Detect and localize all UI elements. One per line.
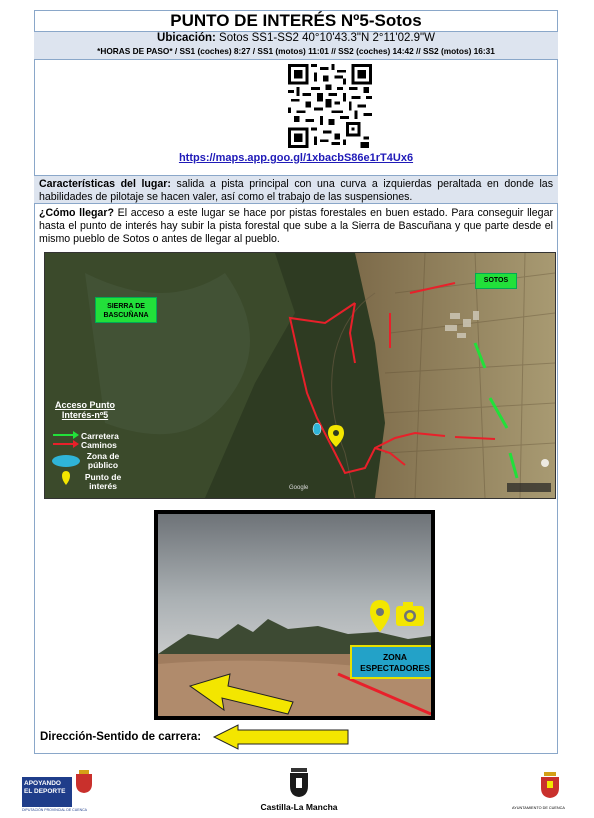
pass-times: *HORAS DE PASO* / SS1 (coches) 8:27 / SS1 (motos) 11:01 // SS2 (coches) 14:42 // SS2 (motos) 16:31: [97, 46, 495, 56]
spectator-zone-icon: [52, 455, 80, 467]
photo-image: [158, 514, 431, 716]
direction-label: Dirección-Sentido de carrera:: [40, 731, 202, 743]
legend-symbols: [51, 430, 81, 490]
how-to-get-paragraph: [34, 205, 558, 248]
page-title: PUNTO DE INTERÉS Nº5-Sotos: [34, 10, 558, 32]
arrow-left-icon: [212, 724, 352, 750]
legend-road: Carretera: [81, 431, 119, 441]
cuenca-label: AYUNTAMIENTO DE CUENCA: [512, 806, 565, 810]
characteristics-row: [34, 176, 558, 204]
how-to-get-text: El acceso a este lugar se hace por pistas forestales en buen estado. Para conseguir llegar hasta el punto de interés hay subir la pista forestal que sube a la Sierra de Bascuñana y que parte desde el mismo pueblo de Sotos o antes de llegar al pueblo.: [39, 207, 553, 245]
google-attribution: Google: [289, 485, 309, 491]
legend-poi: Punto de interés: [84, 472, 122, 491]
spectator-zone-label: ZONA ESPECTADORES: [350, 645, 435, 679]
label-sierra: SIERRA DE BASCUÑANA: [95, 297, 157, 323]
qr-row: [34, 60, 558, 176]
how-to-get-label: ¿Cómo llegar?: [39, 207, 114, 219]
location-line: [34, 32, 558, 45]
diputacion-logo: [22, 777, 72, 807]
arrow-right-icon: [53, 431, 79, 439]
legend-title: Acceso Punto Interés-nº5: [54, 400, 115, 420]
legend-paths: Caminos: [81, 440, 117, 450]
castilla-shield-icon: [288, 768, 310, 798]
location-value: Sotos SS1-SS2 40°10'43.3"N 2°11'02.9"W: [215, 32, 435, 44]
satellite-map: [44, 252, 556, 499]
maps-link[interactable]: https://maps.app.goo.gl/1xbacbS86e1rT4Ux6: [178, 152, 414, 164]
qr-code[interactable]: [288, 64, 372, 148]
legend-zone: Zona de público: [86, 451, 120, 470]
cuenca-shield-icon: [540, 772, 560, 798]
label-sotos: SOTOS: [475, 273, 517, 289]
location-row: [34, 32, 558, 60]
coat-of-arms-icon: [75, 770, 93, 794]
characteristics-text: salida a pista principal con una curva a izquierdas peraltada en donde las habilidades de pilotaje se hacen valer, así como el trabajo de las suspensiones.: [39, 178, 553, 203]
diputacion-label: DIPUTACIÓN PROVINCIAL DE CUENCA: [22, 808, 87, 812]
footer: [0, 760, 594, 818]
characteristics-label: Características del lugar:: [39, 178, 171, 190]
arrow-right-icon: [53, 440, 79, 448]
location-label: Ubicación:: [157, 32, 216, 44]
logo-line1: APOYANDO: [24, 780, 61, 787]
logo-line2: EL DEPORTE: [24, 787, 66, 795]
castilla-label: Castilla-La Mancha: [260, 802, 338, 812]
spectator-photo: [154, 510, 435, 720]
map-pin-icon: [62, 471, 70, 485]
